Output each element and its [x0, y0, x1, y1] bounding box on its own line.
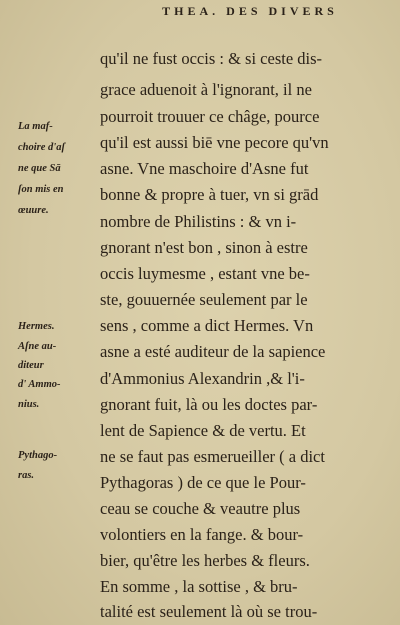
text-line: talité est seulement là où se trou-	[100, 602, 318, 621]
text-line: asne. Vne maschoire d'Asne fut	[100, 159, 309, 178]
margin-note: d' Ammo-	[18, 379, 61, 390]
text-line: lent de Sapience & de vertu. Et	[100, 421, 306, 440]
text-line: nombre de Philistins : & vn i-	[100, 212, 297, 231]
margin-note: choire d'aſ	[18, 142, 65, 153]
running-header: THEA. DES DIVERS	[162, 4, 338, 18]
text-line: qu'il ne fust occis : & si ceste dis-	[100, 49, 323, 68]
margin-note: diteur	[18, 360, 44, 371]
margin-note: La maf-	[18, 121, 53, 132]
margin-note: nius.	[18, 399, 40, 410]
text-line: grace aduenoit à l'ignorant, il ne	[100, 80, 312, 99]
text-line: ceau se couche & veautre plus	[100, 499, 301, 518]
text-line: bier, qu'être les herbes & fleurs.	[100, 551, 310, 570]
margin-note: Pythago-	[18, 450, 58, 461]
text-line: d'Ammonius Alexandrin ,& l'i-	[100, 369, 305, 388]
margin-note: ras.	[18, 470, 35, 481]
text-line: gnorant fuit, là ou les doctes par-	[100, 395, 318, 414]
margin-note: Aſne au-	[18, 341, 57, 352]
text-line: ste, gouuernée seulement par le	[100, 290, 308, 309]
text-line: gnorant n'est bon , sinon à estre	[100, 238, 308, 257]
text-line: asne a esté auditeur de la sapience	[100, 342, 326, 361]
text-line: Pythagoras ) de ce que le Pour-	[100, 473, 306, 492]
text-line: pourroit trouuer ce châge, pource	[100, 107, 320, 126]
margin-note: ſon mis en	[18, 184, 64, 195]
text-line: sens , comme a dict Hermes. Vn	[100, 316, 314, 335]
text-line: bonne & propre à tuer, vn si grād	[100, 185, 319, 204]
text-line: ne se faut pas esmerueiller ( a dict	[100, 447, 325, 466]
margin-note: Hermes.	[18, 321, 55, 332]
margin-note: œuure.	[18, 205, 49, 216]
text-line: occis luymesme , estant vne be-	[100, 264, 310, 283]
text-line: qu'il est aussi biē vne pecore qu'vn	[100, 133, 329, 152]
margin-note: ne que Sā	[18, 163, 61, 174]
text-line: En somme , la sottise , & bru-	[100, 577, 298, 596]
text-line: volontiers en la fange. & bour-	[100, 525, 304, 544]
